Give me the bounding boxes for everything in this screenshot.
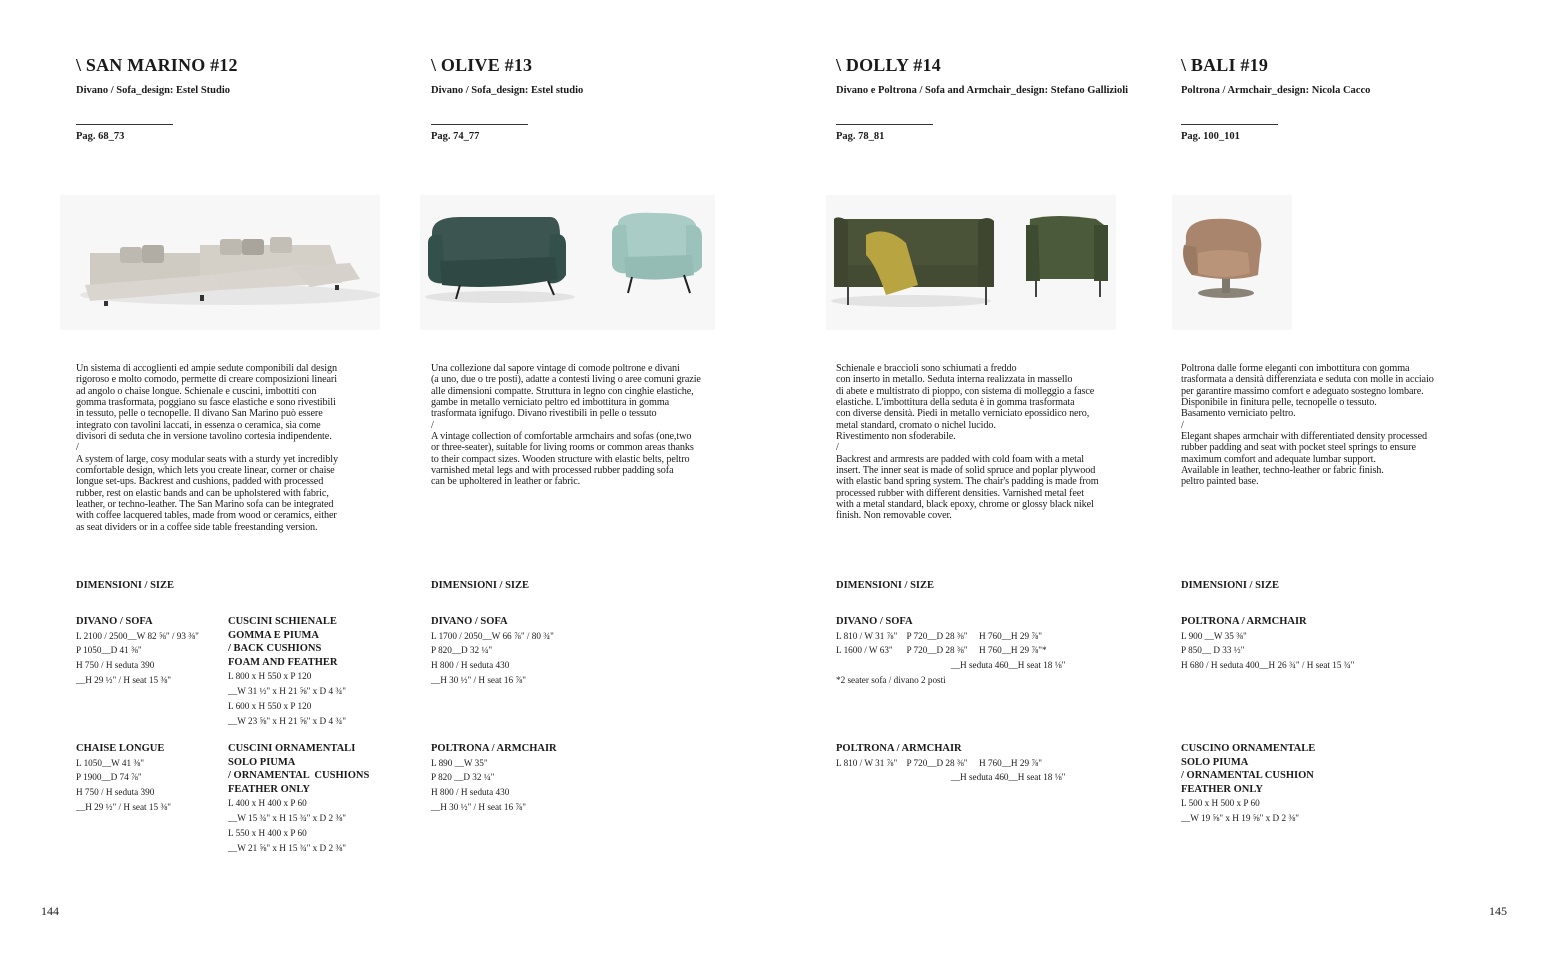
divider (1181, 124, 1278, 125)
dimension-row: P 820 __D 32 ¼" (431, 772, 495, 783)
product-title: \ DOLLY #14 (836, 55, 941, 75)
dimension-row: P 1900__D 74 ⅞" (76, 772, 142, 783)
product-description: Un sistema di accoglienti ed ampie sedute componibili dal design rigoroso e molto comodo, permette di creare composizioni lineari ad angolo o chaise longue. Schienale e cuscini, imbottiti con gomma trasformata, poggiano su fasce elastiche e sono rivestibili in tessuto, pelle o tecnopelle. Il divano San Marino può essere integrato con tavolini laccati, in essenza o ceramica, sia come divisori di seduta che in versione tavolino cortesia indipendente. / A system of large, cosy modular seats with a sturdy yet incredibly comfortable design, which lets you create linear, corner or chaise longue set-ups. Backrest and cushions, padded with processed rubber, rest on elastic bands and can be upholstered with fabric, leather, or techno-leather. The San Marino sofa can be integrated with coffee lacquered tables, made from wood or ceramics, either as seat dividers or in a coffee side table freestanding version. (76, 363, 338, 533)
dimensions-heading: DIMENSIONI / SIZE (431, 580, 530, 591)
dimension-block-heading: CHAISE LONGUE (76, 743, 165, 754)
dimension-footnote: *2 seater sofa / divano 2 posti (836, 674, 946, 685)
dimension-row: H 750 / H seduta 390 (76, 660, 155, 671)
product-title: \ BALI #19 (1181, 55, 1269, 75)
product-subtitle: Poltrona / Armchair_design: Nicola Cacco (1181, 85, 1371, 96)
dimension-row: P 820__D 32 ¼" (431, 645, 493, 656)
dimension-row: P 850__ D 33 ½" (1181, 645, 1245, 656)
dimension-row: H 680 / H seduta 400__H 26 ¾" / H seat 15 ¾" (1181, 660, 1355, 671)
product-subtitle: Divano e Poltrona / Sofa and Armchair_design: Stefano Gallizioli (836, 85, 1129, 96)
dimension-row: L 500 x H 500 x P 60 (1181, 798, 1260, 809)
page-reference: Pag. 100_101 (1181, 131, 1240, 142)
product-description: Poltrona dalle forme eleganti con imbottitura con gomma trasformata a densità differenziata e seduta con molle in acciaio per garantire massimo comfort e adeguato sostegno lombare. Disponibile in finitura pelle, tecnopelle o tessuto. Basamento verniciato peltro. / Elegant shapes armchair with differentiated density processed rubber padding and seat with pocket steel springs to ensure maximum comfort and adequate lumbar support. Available in leather, techno-leather or fabric finish. peltro painted base. (1181, 363, 1434, 488)
dimension-block-sofa (76, 615, 199, 688)
page-number-right: 145 (1489, 904, 1507, 918)
dimension-row: L 1600 / W 63" P 720__D 28 ⅜" H 760__H 29 ⅞"* (836, 645, 1047, 656)
bali-armchair-image (1172, 195, 1292, 330)
dimension-block-chaise-longue (76, 742, 171, 815)
product-title: \ SAN MARINO #12 (76, 55, 238, 75)
dimension-row: H 750 / H seduta 390 (76, 787, 155, 798)
product-subtitle: Divano / Sofa_design: Estel Studio (76, 85, 231, 96)
dimension-block-ornamental-cushion (1181, 742, 1315, 826)
product-title: \ OLIVE #13 (431, 55, 533, 75)
olive-sofa-armchair-image (420, 195, 715, 330)
dimension-row: P 1050__D 41 ⅜" (76, 645, 142, 656)
dimension-block-heading: DIVANO / SOFA (836, 616, 913, 627)
page-number-left: 144 (41, 904, 59, 918)
dimension-row: L 2100 / 2500__W 82 ⅝" / 93 ⅜" (76, 630, 199, 641)
dimension-block-heading: DIVANO / SOFA (76, 616, 153, 627)
page-reference: Pag. 68_73 (76, 131, 125, 142)
divider (836, 124, 933, 125)
dimension-block-heading: CUSCINO ORNAMENTALE SOLO PIUMA / ORNAMENTAL CUSHION FEATHER ONLY (1181, 743, 1316, 795)
divider (431, 124, 528, 125)
dimension-block-armchair (836, 742, 1065, 785)
divider (76, 124, 173, 125)
dimension-row: __H seduta 460__H seat 18 ⅛" (836, 772, 1066, 783)
dimension-block-heading: POLTRONA / ARMCHAIR (836, 743, 962, 754)
dimension-block-heading: CUSCINI ORNAMENTALI SOLO PIUMA / ORNAMENTAL CUSHIONS FEATHER ONLY (228, 743, 370, 795)
san-marino-sofa-image (60, 195, 380, 330)
dimension-row: __W 21 ⅝" x H 15 ¾" x D 2 ⅜" (228, 842, 347, 853)
dimension-row: __W 15 ¾" x H 15 ¾" x D 2 ⅜" (228, 813, 347, 824)
dimension-row: __H 30 ½" / H seat 16 ⅞" (431, 674, 527, 685)
dimension-block-heading: CUSCINI SCHIENALE GOMMA E PIUMA / BACK CUSHIONS FOAM AND FEATHER (228, 616, 338, 668)
product-subtitle: Divano / Sofa_design: Estel studio (431, 85, 584, 96)
dimension-row: L 550 x H 400 x P 60 (228, 827, 307, 838)
page-reference: Pag. 78_81 (836, 131, 885, 142)
dimension-row: H 800 / H seduta 430 (431, 787, 510, 798)
dimension-row: __W 31 ½" x H 21 ⅝" x D 4 ¾" (228, 686, 347, 697)
dimension-block-heading: POLTRONA / ARMCHAIR (1181, 616, 1307, 627)
dimension-row: L 800 x H 550 x P 120 (228, 671, 312, 682)
dimensions-heading: DIMENSIONI / SIZE (76, 580, 175, 591)
dimension-row: H 800 / H seduta 430 (431, 660, 510, 671)
dimension-block-armchair (1181, 615, 1354, 673)
dolly-sofa-armchair-image (826, 195, 1116, 330)
product-description: Schienale e braccioli sono schiumati a freddo con inserto in metallo. Seduta interna realizzata in massello di abete e multistrato di pioppo, con sistema di molleggio a fasce elastiche. L'imbottitura della seduta è in gomma trasformata con diverse densità. Piedi in metallo verniciato epossidico nero, metal standard, cromato o nichel lucido. Rivestimento non sfoderabile. / Backrest and armrests are padded with cold foam with a metal insert. The inner seat is made of solid spruce and poplar plywood with elastic band spring system. The chair's padding is made from processed rubber with different densities. Varnished metal feet with a metal standard, black epoxy, chrome or glossy black nikel finish. Non removable cover. (836, 363, 1099, 522)
dimension-row: L 1050__W 41 ⅜" (76, 757, 145, 768)
dimension-row: L 400 x H 400 x P 60 (228, 798, 307, 809)
dimension-block-sofa (836, 615, 1065, 688)
dimension-row: L 900 __W 35 ⅜" (1181, 630, 1247, 641)
dimension-row: L 600 x H 550 x P 120 (228, 700, 312, 711)
dimension-row: __H 29 ½" / H seat 15 ⅜" (76, 674, 172, 685)
dimension-row: L 1700 / 2050__W 66 ⅞" / 80 ¾" (431, 630, 554, 641)
dimension-block-sofa (431, 615, 554, 688)
dimension-row: __H 29 ½" / H seat 15 ⅜" (76, 801, 172, 812)
dimension-block-heading: DIVANO / SOFA (431, 616, 508, 627)
dimension-row: __W 23 ⅝" x H 21 ⅝" x D 4 ¾" (228, 715, 347, 726)
dimension-block-armchair (431, 742, 557, 815)
dimension-block-ornamental-cushions (228, 742, 369, 856)
page-reference: Pag. 74_77 (431, 131, 480, 142)
dimension-row: __H 30 ½" / H seat 16 ⅞" (431, 801, 527, 812)
dimension-row: __W 19 ⅝" x H 19 ⅝" x D 2 ⅜" (1181, 813, 1300, 824)
dimensions-heading: DIMENSIONI / SIZE (1181, 580, 1280, 591)
dimension-block-heading: POLTRONA / ARMCHAIR (431, 743, 557, 754)
dimension-row: L 810 / W 31 ⅞" P 720__D 28 ⅜" H 760__H 29 ⅞" (836, 757, 1042, 768)
dimension-row: __H seduta 460__H seat 18 ⅛" (836, 660, 1066, 671)
dimension-row: L 890 __W 35" (431, 757, 488, 768)
dimension-row: L 810 / W 31 ⅞" P 720__D 28 ⅜" H 760__H 29 ⅞" (836, 630, 1042, 641)
product-description: Una collezione dal sapore vintage di comode poltrone e divani (a uno, due o tre posti), adatte a contesti living o aree comuni grazie alle dimensioni compatte. Struttura in legno con cinghie elastiche, gambe in metallo verniciato peltro ed imbottitura in gomma trasformata ignifugo. Divano rivestibili in pelle o tessuto / A vintage collection of comfortable armchairs and sofas (one,two or three-seater), suitable for living rooms or common areas thanks to their compact sizes. Wooden structure with elastic belts, peltro varnished metal legs and with processed rubber padding sofa can be upholtered in leather or fabric. (431, 363, 701, 488)
dimension-block-back-cushions (228, 615, 346, 729)
dimensions-heading: DIMENSIONI / SIZE (836, 580, 935, 591)
